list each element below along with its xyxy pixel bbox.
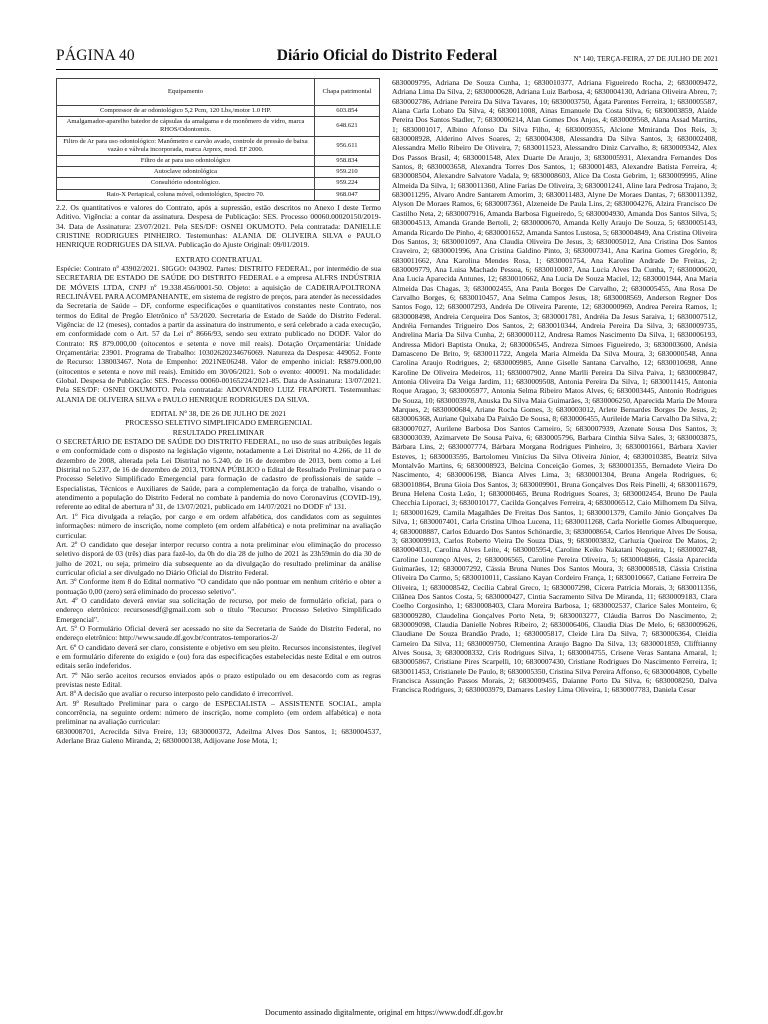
article-1: Art. 1º Fica divulgada a relação, por cargo e em ordem alfabética, dos candidatos com as seguintes informações: número de inscrição, nome completo (em ordem alfabética) e nota preliminar na avaliação curricular. (56, 511, 381, 540)
table-cell-plate: 959.224 (315, 178, 380, 189)
extrato-title: EXTRATO CONTRATUAL (175, 254, 262, 264)
right-column (392, 78, 717, 695)
table-cell-plate: 959.210 (315, 167, 380, 178)
table-cell-equipment: Raio-X Pertapical, coluna móvel, odontológico, Spectro 70. (57, 189, 315, 200)
article-8: Art. 8º A decisão que avaliar o recurso interposto pelo candidato é irrecorrível. (56, 689, 294, 699)
table-row (57, 167, 380, 178)
article-9: Art. 9º Resultado Preliminar para o cargo de ESPECIALISTA – ASSISTENTE SOCIAL, ampla concorrência, na seguinte ordem: número de inscrição, nome completo (em ordem alfabética) e nota preliminar na avaliação curricular: (56, 698, 381, 727)
page-number: PÁGINA 40 (56, 47, 135, 64)
extrato-body: Espécie: Contrato nº 43902/2021. SIGGO: 043902. Partes: DISTRITO FEDERAL, por intermédio de sua SECRETARIA DE ESTADO DE SAÚDE DO DISTRITO FEDERAL e a empresa ALFRS INDÚSTRIA DE MÓVEIS LTDA, CNPJ nº 19.338.456/0001-50. Objeto: a aquisição de CADEIRA/POLTRONA RECLINÁVEL PARA ACOMPANHANTE, em sistema de registro de preços, para atender às necessidades da Secretaria de Saúde – DF, conforme especificações e quantitativos constantes neste Contrato, nos termos do Edital de Pregão Eletrônico nº 53/2020. Secretaria de Estado de Saúde do Distrito Federal. Vigência: de 12 (meses), contados a partir da assinatura do instrumento, e será celebrado a cada execução, em conformidade com o Art. 57 da Lei nº 8666/93, sendo seu extrato publicado no DODF. Valor do Contrato: R$ 879.000,00 (oitocentos e setenta e nove mil reais). Dotação Orçamentária: Unidade Orçamentária: 23901. Programa de Trabalho: 10302620234676069. Natureza da Despesa: 449052. Fonte de Recurso: 138003467. Nota de Empenho: 2021NE06248. Valor de empenho inicial: R$879.000,00 (oitocentos e setenta e nove mil reais). Emitido em 30/06/2021. Sob o evento: 400091. Na modalidade: Global. Despesa de Publicação: SES. Processo 00060-00165224/2021-85. Data de Assinatura: 13/07/2021. Pela SES/DF: OSNEI OKUMOTO. Pela contratada: ADOVANDRO LUIZ FRAPORTI. Testemunhas: ALANIA DE OLIVEIRA SILVA e PAULO HENRIQUE RODRIGUES DA SILVA. (56, 263, 381, 404)
table-cell-equipment: Consultório odontológico. (57, 178, 315, 189)
table-cell-equipment: Compressor de ar odontológico 5,2 Pcm, 120 Lbs,/motor 1.0 HP. (57, 106, 315, 117)
footer-note: Documento assinado digitalmente, original em https://www.dodf.df.gov.br (264, 1008, 504, 1017)
table-cell-equipment: Autoclave odontológica (57, 167, 315, 178)
candidate-list-start: 6830008701, Acrecilda Silva Freire, 13; 6830000372, Adeilma Alves Dos Santos, 1; 6830004537, Aderlane Braz Galeno Miranda, 2; 6830000138, Adijovane Jose Mota, 1; (56, 726, 381, 746)
article-4: Art. 4º O candidato deverá enviar sua solicitação de recurso, por meio de formulário oficial, para o endereço eletrônico: recursosesdf@gmail.com sob o título "Recurso: Processo Seletivo Simplificado Emergencial". (56, 595, 381, 624)
table-row (57, 156, 380, 167)
publication-title: Diário Oficial do Distrito Federal (276, 47, 498, 64)
table-header-plate: Chapa patrimonial (315, 79, 380, 106)
edition-info: Nº 140, TERÇA-FEIRA, 27 DE JULHO DE 2021 (573, 55, 718, 63)
table-cell-plate: 968.047 (315, 189, 380, 200)
edital-intro: O SECRETÁRIO DE ESTADO DE SAÚDE DO DISTRITO FEDERAL, no uso de suas atribuições legais e em conformidade com o disposto na legislação vigente, notadamente a Lei Distrital no 4.266, de 11 de dezembro de 2008, alterada pela Lei Distrital no 5.240, de 16 de dezembro de 2013, bem como a Lei Distrital no 5.237, de 16 de dezembro de 2013, TORNA PÚBLICO o Edital de Resultado Preliminar para o Processo Seletivo Simplificado Emergencial para formação de cadastro de profissionais de saúde – Especialistas, Técnicos e Auxiliares de Saúde, para a complementação da força de trabalho, visando o atendimento a população do Distrito Federal no combate à pandemia do novo Coronavírus (COVID-19), referente ao edital de abertura nº 31, de 13/07/2021, publicado em 14/07/2021 no DODF nº 131. (56, 437, 381, 512)
header-rule (56, 69, 718, 70)
article-3: Art. 3º Conforme item 8 do Edital normativo "O candidato que não pontuar em nenhum critério e obter a pontuação 0,00 (zero) será eliminado do processo seletivo". (56, 577, 381, 596)
equipment-table (56, 78, 380, 201)
table-row (57, 106, 380, 117)
table-row (57, 189, 380, 200)
edital-result-heading: RESULTADO PRELIMINAR (172, 427, 265, 437)
table-header-equipment: Equipamento (57, 79, 315, 106)
table-row (57, 178, 380, 189)
table-cell-plate: 958.834 (315, 156, 380, 167)
article-5: Art. 5º O Formulário Oficial deverá ser acessado no site da Secretaria de Saúde do Distrito Federal, no endereço eletrônico: http://www.saude.df.gov.br/contratos-temporarios-2/ (56, 623, 381, 643)
table-row (57, 117, 380, 136)
table-row (57, 136, 380, 155)
article-7: Art. 7º Não serão aceitos recursos enviados após o prazo estipulado ou em desacordo com as regras previstas neste Edital. (56, 670, 381, 690)
table-header-row (57, 79, 380, 106)
table-cell-equipment: Amalgamador-aparelho batedor de cápsulas da amalgama e de monômero de vidro, marca RHOS/Odontomix. (57, 117, 315, 136)
edital-subtitle: PROCESSO SELETIVO SIMPLIFICADO EMERGENCIAL (125, 418, 312, 428)
article-6: Art. 6º O candidato deverá ser claro, consistente e objetivo em seu pleito. Recursos inconsistentes, ilegível e em formulário diferente do exigido e (ou) fora das especificações estabelecidas neste Edital e em outros editais serão indeferidos. (56, 642, 381, 671)
candidate-list-continued: 6830009795, Adriana De Souza Cunha, 1; 6830010377, Adriana Figueiredo Rocha, 2; 6830009472, Adriana Lima Da Silva, 2; 6830000628, Adriana Luiz Barbosa, 4; 6830004130, Adriana Oliveira Abreu, 7; 6830002786, Adriane Pereira Da Silva Tavares, 10; 6830003750, Ágata Parentes Ferreira, 1; 6830005587, Aiana Carla Lobato Da Silva, 4; 6830011008, Ainas Emanuele Da Costa Silva, 6; 6830003859, Alaíde Pereira Dos Santos Stadler, 7; 6830006214, Alan Gomes Dos Anjos, 4; 6830009568, Alana Assad Martins, 1; 6830001017, Albino Afonso Da Silva Filho, 4; 6830009355, Alcione Mmiranda Dos Reis, 3; 6830008928, Alderino Alves Soares, 2; 6830004308, Alessandra Da Silva Santos, 3; 6830002408, Alessandra Mello Ribeiro De Oliveira, 7; 6830011523, Alessandro Diniz Carvalho, 8; 6830009342, Alex Dos Passos Brasil, 4; 6830001548, Alex Duarte De Araujo, 3; 6830005931, Alexandra Fernandes Dos Santos, 8; 6830003658, Alexandra Torres Dos Santos, 1; 6830001483, Alexandre Batista Ferreira, 4; 6830008504, Alexandre Salvatore Vadala, 9; 6830008603, Alice Da Costa Gebrim, 1; 6830009995, Aline Almeida Da Silva, 1; 6830011360, Aline Farias De Oliveira, 3; 6830001241, Aline Iara Pedrosa Trajano, 3; 6830011295, Alvaro Andre Santarem Amorim, 3; 6830011483, Alyne De Moraes Dantas, 7; 6830011392, Alyson De Moraes Ramos, 6; 6830007361, Alzeneide De Paula Lins, 2; 6830004276, Alzira Francisco De Castilho Neta, 2; 6830007916, Amanda Barbosa Figueiredo, 5; 6830004930, Amanda Dos Santos Silva, 5; 6830004513, Amanda Grande Bertoli, 2; 6830000670, Amanda Kelly Araujo De Souza, 5; 6830005143, Amanda Ricardo De Pinho, 4; 6830001652, Amanda Santos Lustosa, 5; 6830004849, Ana Cristina Oliveira Dos Santos, 3; 6830001097, Ana Claudia Oliveira De Jesus, 3; 6830005012, Ana Cristina Dos Santos Craveiro, 2; 6830001996, Ana Cristina Galdino Pinto, 3; 6830007341, Ana Karina Gomes Gregório, 8; 6830011662, Ana Karolina Mendes Rosa, 1; 6830001754, Ana Karoline Andrade De Freitas, 2; 6830009779, Ana Luisa Machado Pessoa, 6; 6830010087, Ana Lucia Alves Da Cunha, 7; 6830000620, Ana Lucia Aparecida Antunes, 12; 6830010662, Ana Lucia De Souza Maciel, 12; 6830001944, Ana Maria Almeida Das Chagas, 3; 6830002455, Ana Paula Borges De Carvalho, 2; 6830005455, Ana Rosa De Carvalho Borges, 6; 6830010457, Ana Selma Campos Jesus, 18; 6830008569, Anderson Regner Dos Santos Fogo, 12; 6830007293, Andréa De Oliveira Parente, 12; 6830000969, Andrea Pereira Ramos, 1; 6830008498, Andreia Cerqueira Dos Santos, 3; 6830001781, Andréia Da Jesus Saraiva, 1; 6830007512, Andréia Fernandes Trigueiro Dos Santos, 2; 6830010344, Andreia Pereira Da Silva, 3; 6830009735, Andrelina Maria Da Silva Cunha, 2; 6830000112, Andresa Ramos Nascimento Da Silva, 1; 6830006193, Andressa Midori Baptista Onuka, 2; 6830006545, Andreza Simoes Figueiredo, 3; 6830003600, Anésia Damasceno De Brito, 9; 6830011722, Angela Maria Almeida Da Silva Moura, 3; 6830000548, Anna Carolina Araujo Rodrigues, 2; 6830009985, Anne Giselle Santana Carvalho, 12; 6830010698, Anne Karoline De Oliveira Medeiros, 11; 6830007902, Anne Marlli Pereira Da Silva Paiva, 1; 6830009847, Antonia Oliveira Da Veiga Jardim, 11; 6830009508, Antonia Pereira Da Silva, 1; 6830011415, Antonia Roque Aragao, 3; 6830005977, Antonia Selma Ribeiro Matos Alves, 6; 6830003445, Antonio Rodrigues De Souza, 10; 6830003978, Anuska Da Silva Maia Guimarães, 3; 6830006250, Aparecida Maria De Moura Marques, 2; 6830000684, Ariane Rocha Gomes, 3; 6830003012, Arlete Bernardes Borges De Jesus, 2; 6830006368, Auriane Quixaba Da Paixão De Sousa, 8; 6830006455, Aurileide Maria Carvalho Da Silva, 2; 6830007027, Aurilene Barbosa Dos Santos Carneiro, 5; 6830007939, Azenate Sousa Dos Santos, 3; 6830003039, Azimarvete De Sousa Paiva, 6; 6830005796, Barbara Cinthia Silva Sales, 3; 6830003875, Bárbara Lins, 2; 6830007774, Bárbara Morgana Rodrigues Pinheiro, 3; 6830001661, Bárbara Xavier Esteves, 1; 6830003595, Bartolomeu Vinícius Da Silva Oliveira Júnior, 4; 6830010385, Beatriz Silva Montalvão Martins, 6; 6830008923, Belcina Conceição Gomes, 3; 6830001355, Bernadete Vieira Do Nascimento, 4; 6830006198, Bianca Alves Lima, 3; 6830001304, Bruna Angela Rodrigues, 6; 6830010864, Bruna Gioia Dos Santos, 3; 6830009901, Bruna Gonçalves Dos Reis Pinelli, 4; 6830011679, Bruna Helena Costa Leão, 1; 6830000465, Bruna Rodrigues Soares, 3; 6830002454, Bruno De Paula Checchia Liporaci, 3; 6830010177, Cacilda Gonçalves Ferreira, 4; 6830006512, Caio Milhomem Da Silva, 1; 6830001629, Camila Magalhães De Freitas Dos Santos, 1; 6830001379, Camilo Júnio Gonçalves Da Silva, 1; 6830007401, Carla Cristina Ulhoa Lucena, 11; 6830011268, Carla Norielle Gomes Albuquerque, 4; 6830008887, Carlos Eduardo Dos Santos Schönardie, 3; 6830008654, Carlos Henrique Alves De Sousa, 3; 6830009913, Carlos Roberto Vieira De Souza Dias, 9; 6830003832, Carluzia Queiroz De Matos, 2; 6830004031, Carolina Alves Leite, 4; 6830005954, Caroline Keiko Nakatani Nogueira, 1; 6830002748, Caroline Lourenço Alves, 2; 6830006565, Caroline Pereira Oliveira, 5; 6830004866, Cássia Aparecida Guimarães, 12; 6830007292, Cássia Bruna Nunes Dos Santos Moura, 3; 6830008518, Cássia Cristina Oliveira Do Carmo, 5; 6830010011, Cassiano Kayan Cordeiro França, 1; 6830010667, Catiane Ferreira De Oliveira, 1; 6830008542, Cecília Cabral Greco, 1; 6830007298, Cícera Patrícia Morais, 3; 6830011356, Cilânea Dos Santos Costa, 5; 6830000427, Cintia Sacramento Silva De Miranda, 11; 6830009183, Clara Coelho Corgosinho, 1; 6830008403, Clara Moreira Barbosa, 1; 6830002537, Clarice Sales Monteiro, 6; 6830009280, Claudelina Gonçalves Porto Neta, 9; 6830003277, Cláudia Barros Do Nascimento, 2; 6830009098, Claudia Danielle Nobres Ribeiro, 2; 6830006406, Claudia Dias De Melo, 6; 6830009626, Claudiane De Souza Brandão Prado, 1; 6830005817, Cleide Lira Da Silva, 7; 6830006364, Cleidia Carneiro Da Silva, 11; 6830009750, Clementina Araujo Bagno Da Silva, 13; 6830001859, Clifftianny Alves Sousa, 3; 6830008332, Cris Rodrigues Silva, 1; 6830004755, Crisene Veras Santana Amaral, 1; 6830005867, Cristiane Pires Scarpelli, 10; 6830007430, Cristiane Rodrigues Do Nascimento Ferreira, 1; 6830011453, Cristianele De Paulo, 8; 6830005350, Cristina Silva Pereira Affonso, 6; 6830004808, Cybelle Francisca Assunção Passos Morais, 2; 6830009455, Daianne Porto Da Silva, 6; 6830008250, Dalva Francisca Rodrigues, 3; 6830003979, Damares Lesley Lima Oliveira, 1; 6830007783, Daniela Cesar (392, 78, 717, 695)
left-column (56, 78, 381, 745)
table-cell-equipment: Filtro de Ar para uso odontológico: Manômetro e carvão avado, controle de pressão de baixa vazão e válvula incorporada, marca Arprex, mod. EF 2000. (57, 136, 315, 155)
table-cell-equipment: Filtro de ar para uso odontológico (57, 156, 315, 167)
table-cell-plate: 956.611 (315, 136, 380, 155)
page-header (56, 44, 718, 68)
contract-addendum-paragraph: 2.2. Os quantitativos e valores do Contrato, após a supressão, estão descritos no Anexo I deste Termo Aditivo. Vigência: a contar da assinatura. Despesa de Publicação: SES. Processo 00060.00020150/2019-34. Data de Assinatura: 23/07/2021. Pela SES/DF: OSNEI OKUMOTO. Pela contratada: DANIELLE CRISTINE RODRIGUES PINHEIRO. Testemunhas: ALANIA DE OLIVEIRA SILVA e PAULO HENRIQUE RODRIGUES DA SILVA. Publicação do Ajuste Original: 09/01/2019. (56, 202, 381, 250)
edital-title: EDITAL Nº 38, DE 26 DE JULHO DE 2021 (150, 409, 287, 419)
table-cell-plate: 603.854 (315, 106, 380, 117)
article-2: Art. 2º O candidato que desejar interpor recurso contra a nota preliminar e/ou eliminação do processo seletivo disporá de 03 (três) dias para fazê-lo, da 0h do dia 28 de julho de 2021 às 23h59min do dia 30 de julho de 2021, ou seja, primeiro dia subsequente ao da divulgação do resultado preliminar da análise curricular oficial a ser divulgado no Diário Oficial do Distrito Federal. (56, 539, 381, 577)
table-cell-plate: 648.621 (315, 117, 380, 136)
